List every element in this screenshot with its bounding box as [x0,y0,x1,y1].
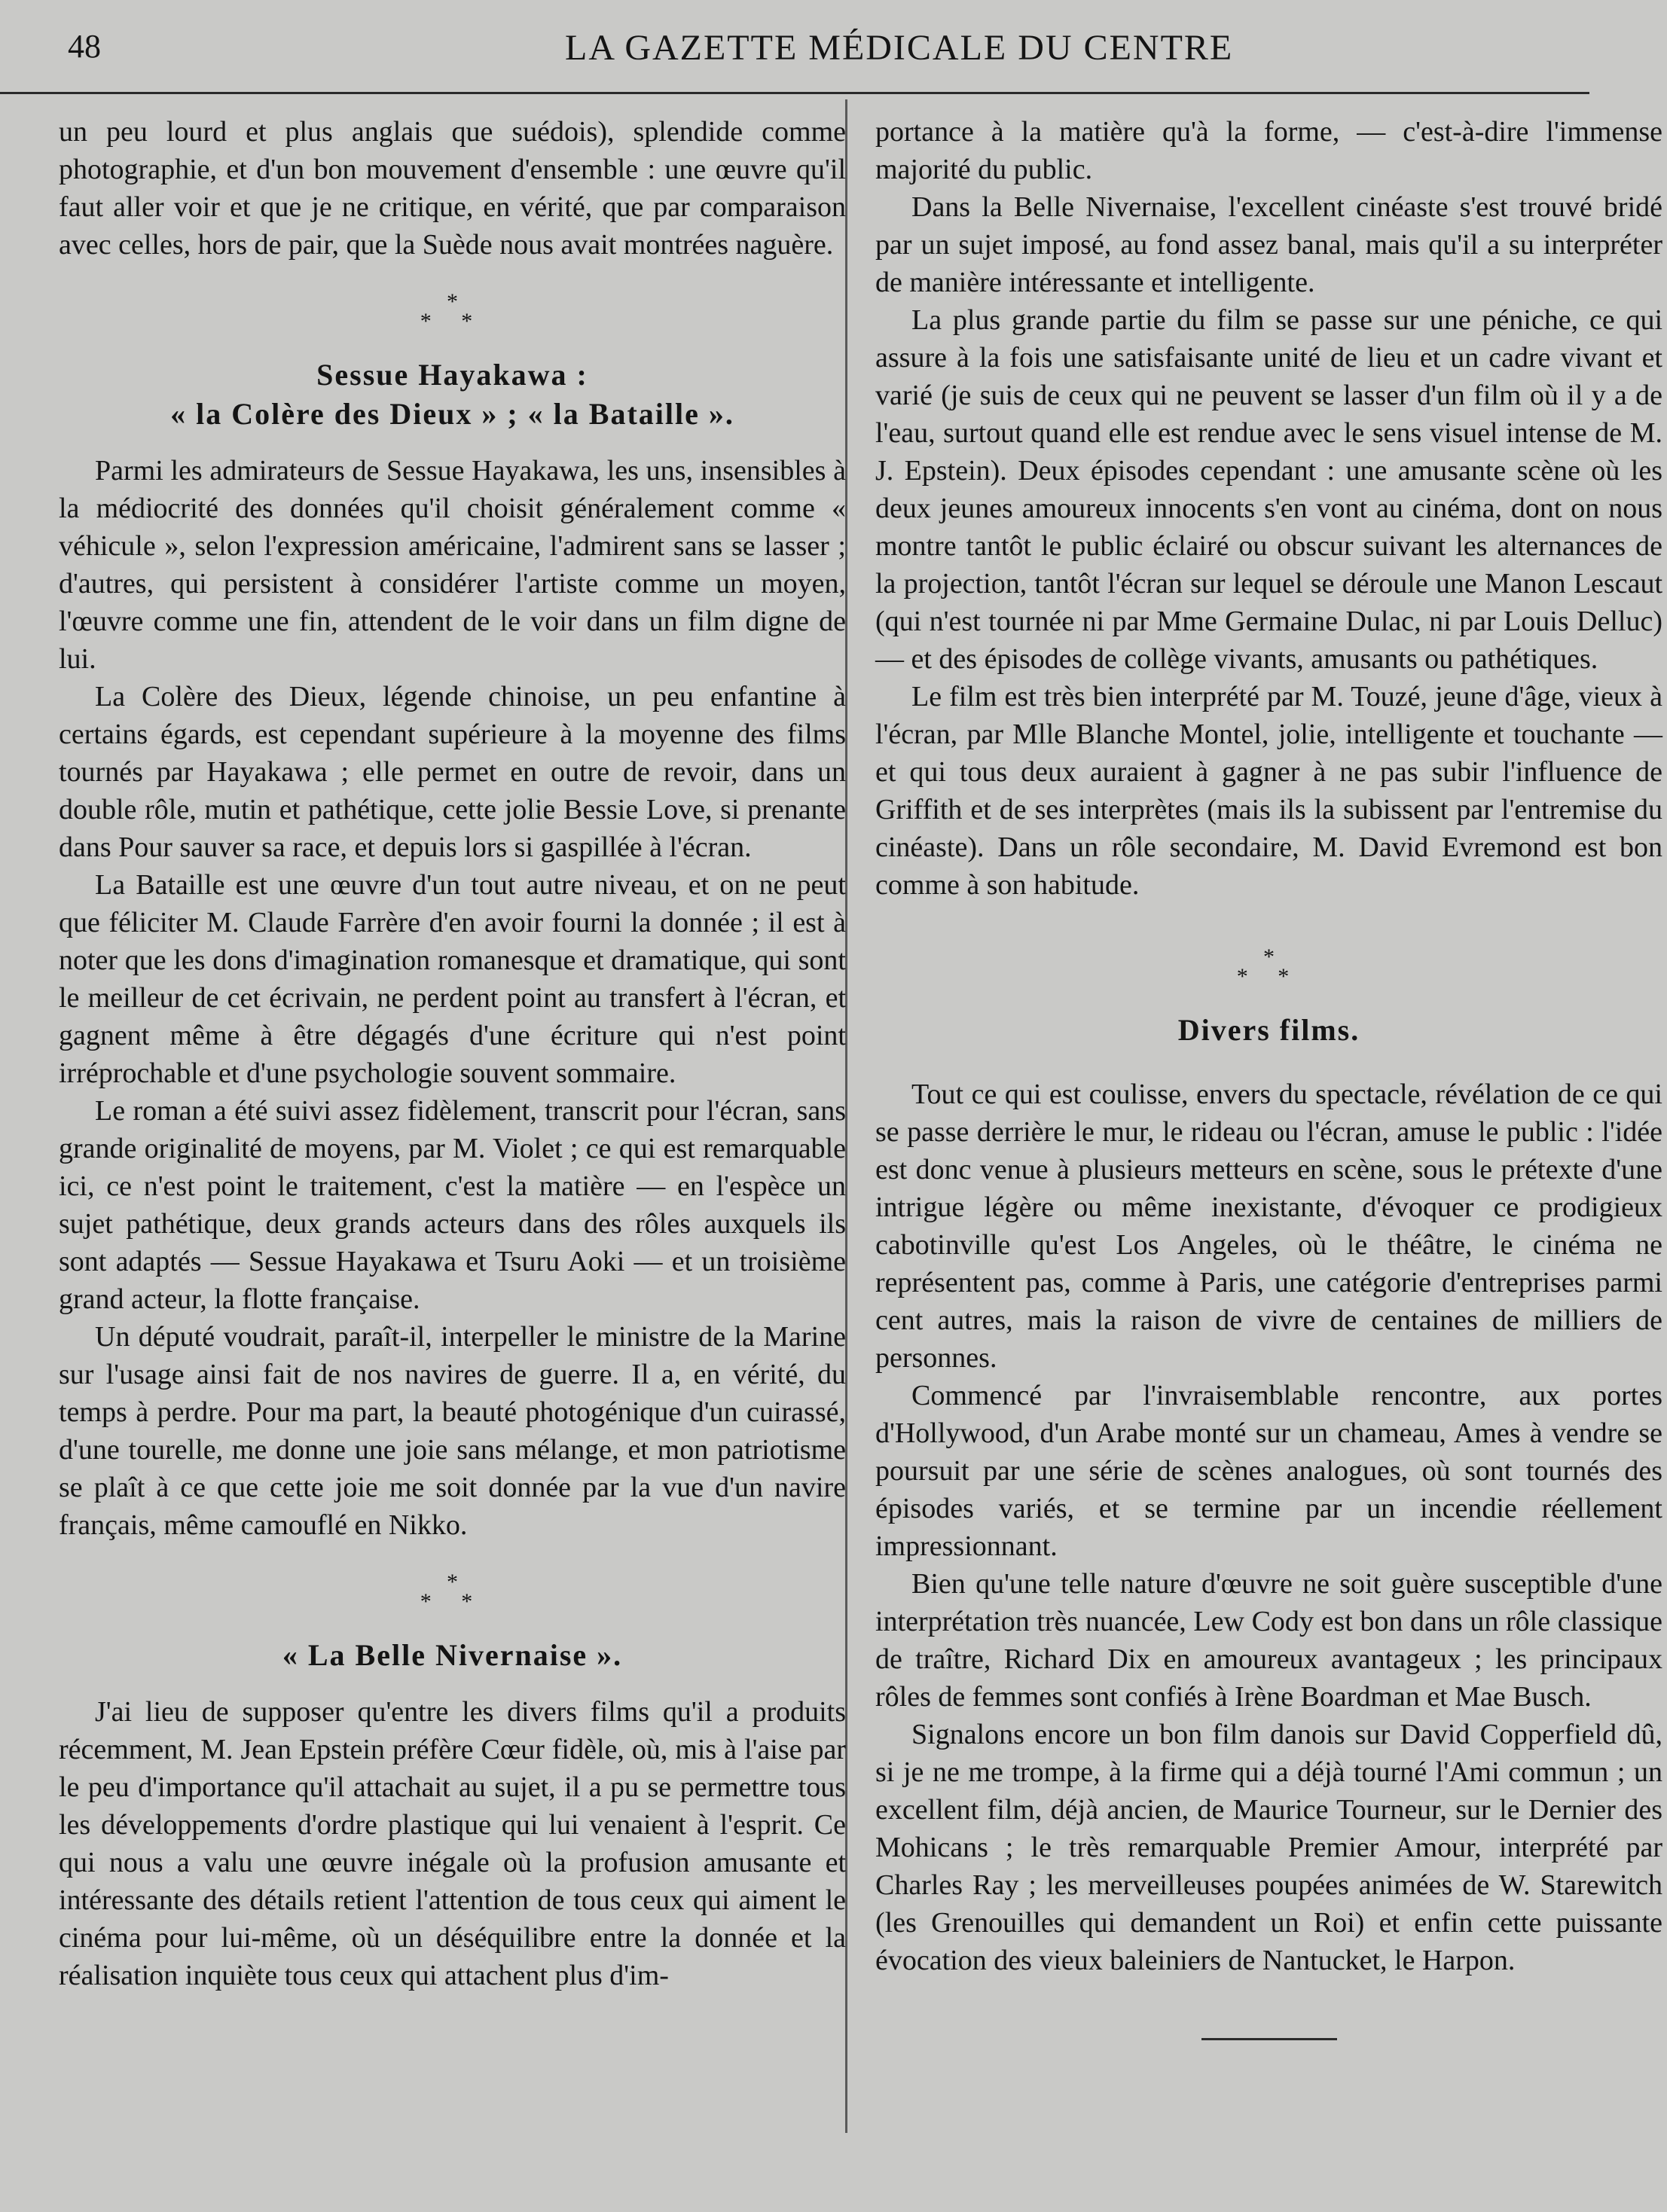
paragraph: portance à la matière qu'à la forme, — c'est-à-dire l'immense majorité du public. [875,116,1662,185]
separator-star-top: * [447,289,458,314]
separator-star-bottom: * * [420,309,485,334]
paragraph: Le roman a été suivi assez fidèlement, transcrit pour l'écran, sans grande originalité de moyens, par M. Violet ; ce qui est remarquable ici, ce n'est point le traitement, c'est la matière — en l'espèce un sujet pathétique, deux grands acteurs dans des rôles auxquels ils sont adaptés — Sessue Hayakawa et Tsuru Aoki — et un troisième grand acteur, la flotte française. [59,1095,846,1315]
paragraph: Dans la Belle Nivernaise, l'excellent cinéaste s'est trouvé bridé par un sujet imposé, au fond assez banal, mais qu'il a su interpréter de manière intéressante et intelligente. [875,191,1662,298]
paragraph: un peu lourd et plus anglais que suédois), splendide comme photographie, et d'un bon mouvement d'ensemble : une œuvre qu'il faut aller voir et que je ne critique, en vérité, que par comparaison avec celles, hors de pair, que la Suède nous avait montrées naguère. [59,116,846,261]
left-column [59,113,846,1994]
separator-star-top: * [1263,944,1275,969]
paragraph: Un député voudrait, paraît-il, interpeller le ministre de la Marine sur l'usage ainsi fait de nos navires de guerre. Il a, en vérité, du temps à perdre. Pour ma part, la beauté photogénique d'un cuirassé, d'une tourelle, me donne une joie sans mélange, et mon patriotisme se plaît à ce que cette joie me soit donnée par la vue d'un navire français, même camouflé en Nikko. [59,1321,846,1541]
section-separator [875,944,1662,989]
paragraph: Signalons encore un bon film danois sur David Copperfield dû, si je ne me trompe, à la firme qui a déjà tourné l'Ami commun ; un excellent film, déjà ancien, de Maurice Tourneur, sur le Dernier des Mohicans ; le très remarquable Premier Amour, interprété par Charles Ray ; les merveilleuses poupées animées de W. Starewitch (les Grenouilles qui demandent un Roi) et enfin cette puissante évocation des vieux baleiniers de Nantucket, le Harpon. [875,1719,1662,1976]
heading-line: Sessue Hayakawa : [316,358,588,392]
header-rule [0,92,1589,94]
section-heading [59,355,846,434]
paragraph: Bien qu'une telle nature d'œuvre ne soit guère susceptible d'une interprétation très nuancée, Lew Cody est bon dans un rôle classique de traître, Richard Dix en amoureux avantageux ; les principaux rôles de femmes sont confiés à Irène Boardman et Mae Busch. [875,1568,1662,1713]
page-number: 48 [68,28,101,65]
section-separator [59,289,846,334]
paragraph: Parmi les admirateurs de Sessue Hayakawa, les uns, insensibles à la médiocrité des données qu'il choisit généralement comme « véhicule », selon l'expression américaine, l'admirent sans se lasser ; d'autres, qui persistent à considérer l'artiste comme un moyen, l'œuvre comme une fin, attendent de le voir dans un film digne de lui. [59,455,846,675]
heading-line: « la Colère des Dieux » ; « la Bataille ». [170,397,734,431]
paragraph: Tout ce qui est coulisse, envers du spectacle, révélation de ce qui se passe derrière le mur, le rideau ou l'écran, amuse le public : l'idée est donc venue à plusieurs metteurs en scène, sous le prétexte d'une intrigue légère ou même inexistante, d'évoquer ce prodigieux cabotinville qu'est Los Angeles, où le théâtre, le cinéma ne représentent pas, comme à Paris, une catégorie d'entreprises parmi cent autres, mais la raison de vivre de centaines de milliers de personnes. [875,1079,1662,1374]
section-heading: Divers films. [1177,1013,1360,1047]
journal-title: LA GAZETTE MÉDICALE DU CENTRE [565,28,1234,68]
page-header [68,21,1650,74]
end-rule [1201,2038,1337,2040]
paragraph: Commencé par l'invraisemblable rencontre, aux portes d'Hollywood, d'un Arabe monté sur un chameau, Ames à vendre se poursuit par une série de scènes analogues, où sont tournés des épisodes variés, et se termine par un incendie réellement impressionnant. [875,1380,1662,1562]
separator-star-bottom: * * [1236,964,1302,989]
paragraph: Le film est très bien interprété par M. Touzé, jeune d'âge, vieux à l'écran, par Mlle Blanche Montel, jolie, intelligente et touchante — et qui tous deux auraient à gagner à ne pas subir l'influence de Griffith et de ses interprètes (mais ils la subissent par l'entremise du cinéaste). Dans un rôle secondaire, M. David Evremond est bon comme à son habitude. [875,681,1662,901]
separator-star-top: * [447,1570,458,1594]
section-separator [59,1570,846,1614]
right-column [875,113,1662,2040]
paragraph: La Colère des Dieux, légende chinoise, un peu enfantine à certains égards, est cependant supérieure à la moyenne des films tournés par Hayakawa ; elle permet en outre de revoir, dans un double rôle, mutin et pathétique, cette jolie Bessie Love, si prenante dans Pour sauver sa race, et depuis lors si gaspillée à l'écran. [59,681,846,863]
separator-star-bottom: * * [420,1589,485,1614]
paragraph: La plus grande partie du film se passe sur une péniche, ce qui assure à la fois une satisfaisante unité de lieu et un cadre vivant et varié (je suis de ceux qui ne peuvent se lasser d'un film où il y a de l'eau, surtout quand elle est rendue avec le sens visuel intense de M. J. Epstein). Deux épisodes cependant : une amusante scène où les deux jeunes amoureux innocents s'en vont au cinéma, dont on nous montre tantôt le public éclairé ou obscur suivant les alternances de la projection, tantôt l'écran sur lequel se déroule une Manon Lescaut (qui n'est tournée ni par Mme Germaine Dulac, ni par Louis Delluc) — et des épisodes de collège vivants, amusants ou pathétiques. [875,304,1662,675]
section-heading: « La Belle Nivernaise ». [282,1638,623,1672]
paragraph: J'ai lieu de supposer qu'entre les divers films qu'il a produits récemment, M. Jean Epstein préfère Cœur fidèle, où, mis à l'aise par le peu d'importance qu'il attachait au sujet, il a pu se permettre tous les développements d'ordre plastique qui lui venaient à l'esprit. Ce qui nous a valu une œuvre inégale où la profusion amusante et intéressante des détails retient l'attention de tous ceux qui aiment le cinéma pour lui-même, où un déséquilibre entre la donnée et la réalisation inquiète tous ceux qui attachent plus d'im- [59,1696,846,1991]
paragraph: La Bataille est une œuvre d'un tout autre niveau, et on ne peut que féliciter M. Claude Farrère d'en avoir fourni la donnée ; il est à noter que les dons d'imagination romanesque et dramatique, qui sont le meilleur de cet écrivain, ne perdent point au transfert à l'écran, et gagnent même à être dégagés d'une écriture qui n'est point irréprochable et d'une psychologie souvent sommaire. [59,869,846,1089]
